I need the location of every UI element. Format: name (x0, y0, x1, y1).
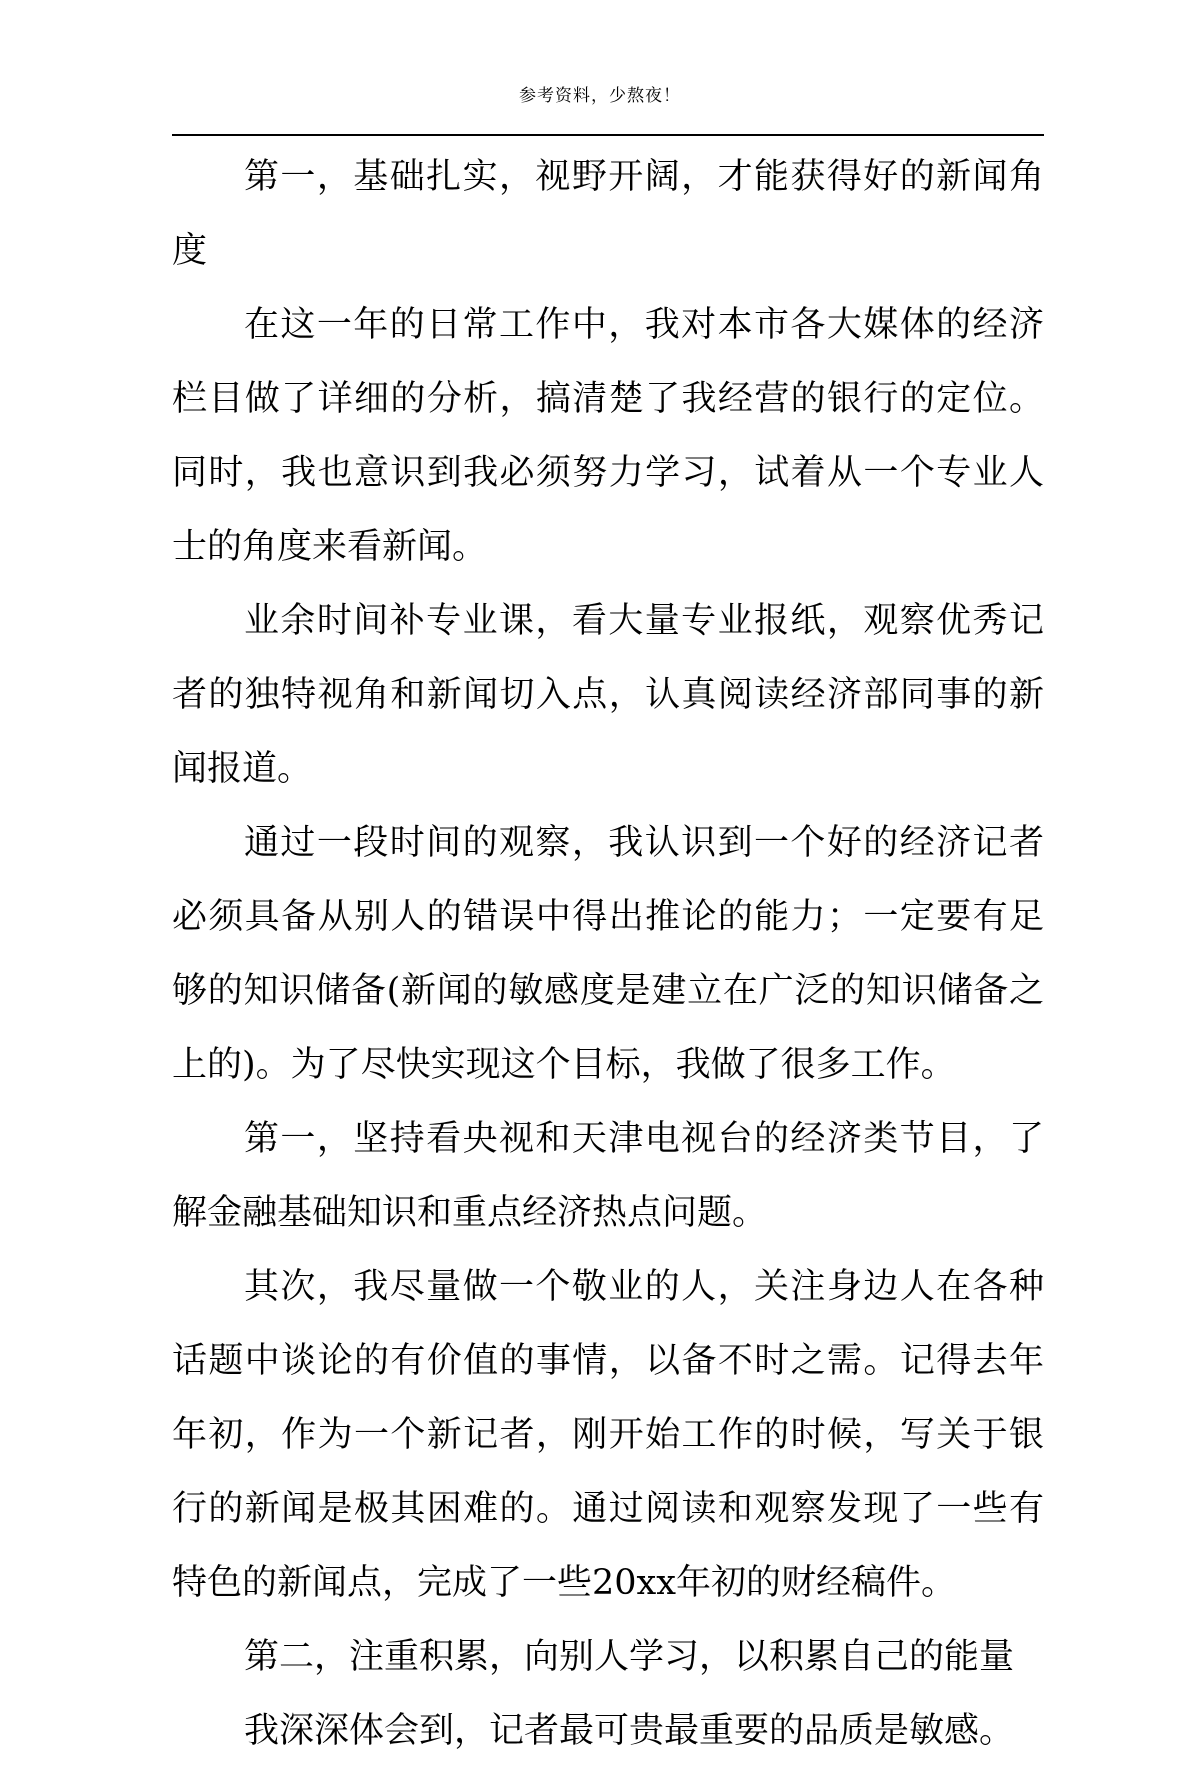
paragraph-heading-1: 第一，基础扎实，视野开阔，才能获得好的新闻角度 (172, 157, 1044, 271)
paragraph: 其次，我尽量做一个敬业的人，关注身边人在各种话题中谈论的有价值的事情，以备不时之需。记得去年年初，作为一个新记者，刚开始工作的时候，写关于银行的新闻是极其困难的。通过阅读和观察发现了一些有特色的新闻点，完成了一些20xx年初的财经稿件。 (172, 1267, 1044, 1603)
paragraph: 在这一年的日常工作中，我对本市各大媒体的经济栏目做了详细的分析，搞清楚了我经营的银行的定位。同时，我也意识到我必须努力学习，试着从一个专业人士的角度来看新闻。 (172, 305, 1044, 567)
paragraph: 我深深体会到，记者最可贵最重要的品质是敏感。 (244, 1711, 1015, 1751)
paragraph: 第一，坚持看央视和天津电视台的经济类节目，了解金融基础知识和重点经济热点问题。 (172, 1119, 1044, 1233)
paragraph-heading-2: 第二，注重积累，向别人学习，以积累自己的能量 (244, 1637, 1015, 1677)
document-body (172, 140, 1044, 1768)
page-header: 参考资料，少熬夜！ (519, 86, 681, 106)
header-divider (172, 134, 1044, 136)
paragraph: 通过一段时间的观察，我认识到一个好的经济记者必须具备从别人的错误中得出推论的能力；一定要有足够的知识储备(新闻的敏感度是建立在广泛的知识储备之上的)。为了尽快实现这个目标，我做了很多工作。 (172, 823, 1044, 1085)
paragraph: 业余时间补专业课，看大量专业报纸，观察优秀记者的独特视角和新闻切入点，认真阅读经济部同事的新闻报道。 (172, 601, 1044, 789)
